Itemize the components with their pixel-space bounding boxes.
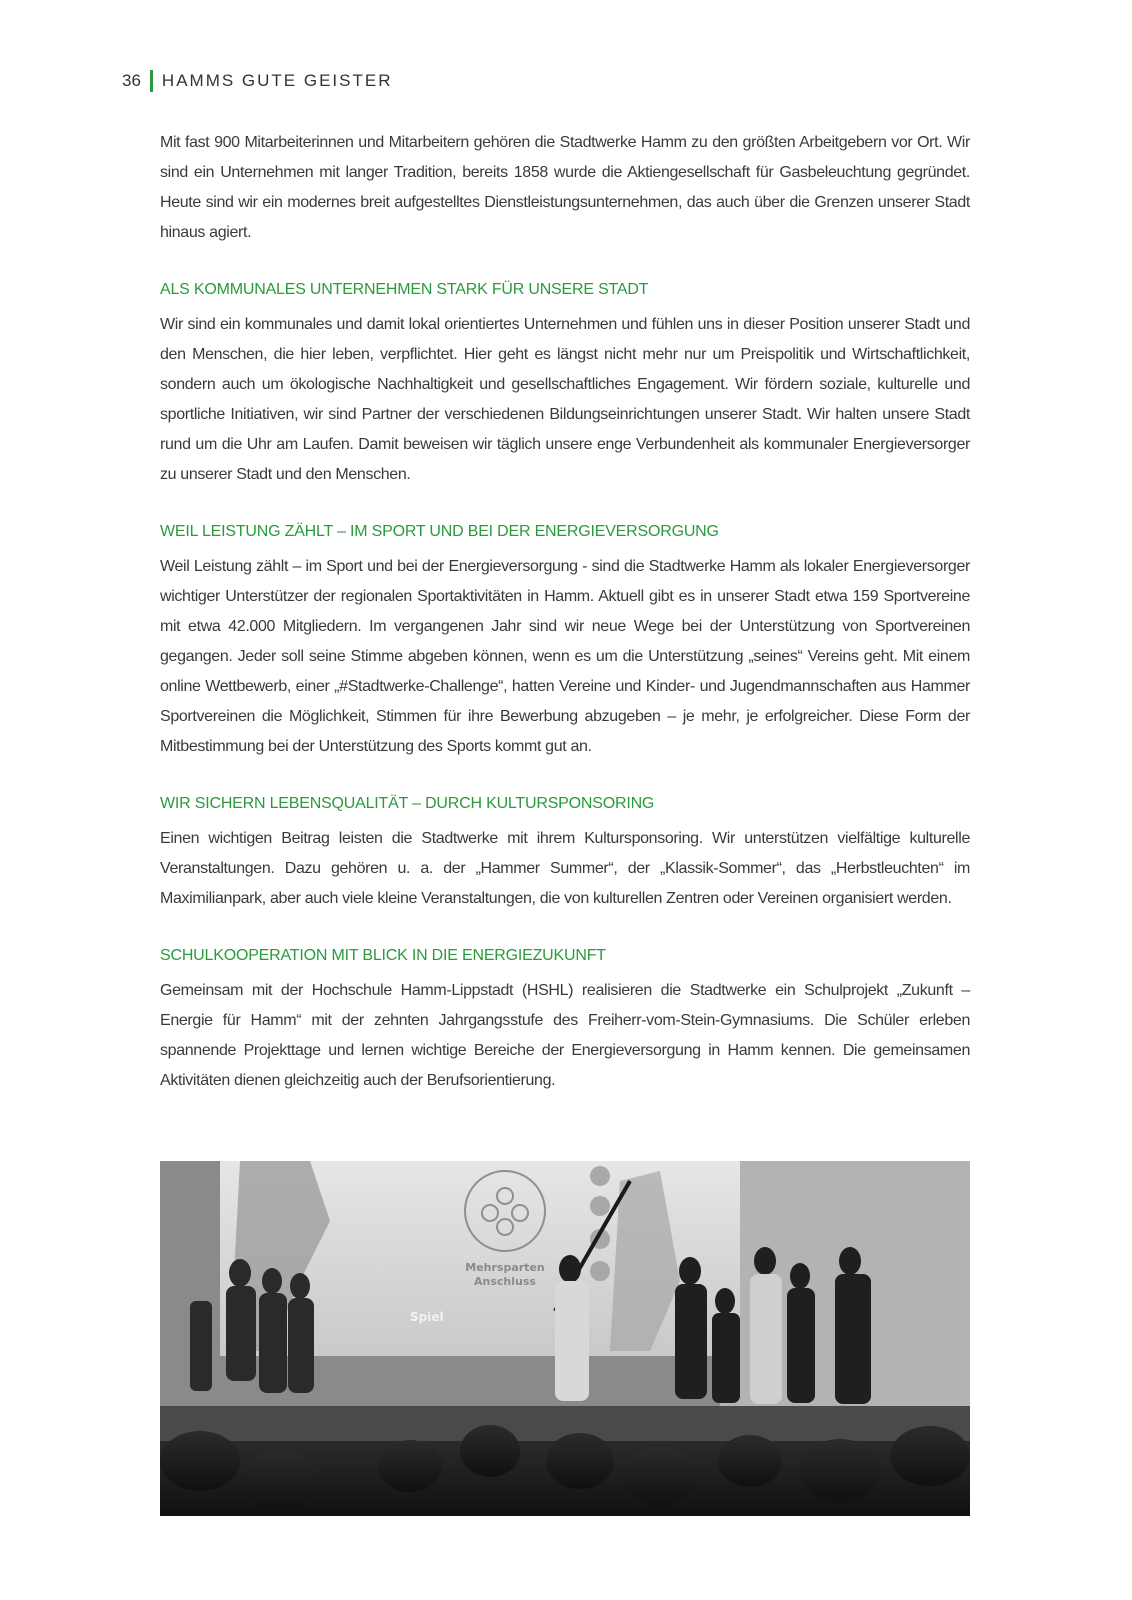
section-text-kommunal: Wir sind ein kommunales und damit lokal orientiertes Unternehmen und fühlen uns in dieser Position unserer Stadt und den Menschen, die hier leben, verpflichtet. Hier geht es längst nicht mehr nur um Preispolitik und Wirtschaftlichkeit, sondern auch um ökologische Nachhaltigkeit und gesellschaftliches Engagement. Wir fördern soziale, kulturelle und sportliche Initiativen, wir sind Partner der verschiedenen Bildungseinrichtungen unserer Stadt. Wir halten unsere Stadt rund um die Uhr am Laufen. Damit beweisen wir täglich unsere enge Verbundenheit als kommunaler Energieversorger zu unserer Stadt und den Menschen. <box>160 316 970 483</box>
screen-label: Spiel <box>410 1310 444 1324</box>
section-heading-schule: SCHULKOOPERATION MIT BLICK IN DIE ENERGIEZUKUNFT <box>160 947 606 964</box>
page-number: 36 <box>122 71 141 90</box>
event-photo-illustration <box>160 1161 970 1516</box>
section-heading-kultur: WIR SICHERN LEBENSQUALITÄT – DURCH KULTURSPONSORING <box>160 795 655 812</box>
article-body <box>160 128 970 1096</box>
screen-label: Anschluss <box>474 1275 536 1288</box>
section-heading-sport: WEIL LEISTUNG ZÄHLT – IM SPORT UND BEI DER ENERGIEVERSORGUNG <box>160 523 719 540</box>
screen-label: Mehrsparten <box>465 1261 545 1274</box>
event-photo <box>160 1161 970 1516</box>
running-header <box>122 70 393 92</box>
section-heading-kommunal: ALS KOMMUNALES UNTERNEHMEN STARK FÜR UNSERE STADT <box>160 281 649 298</box>
running-title: HAMMS GUTE GEISTER <box>161 71 393 90</box>
section-text-schule: Gemeinsam mit der Hochschule Hamm-Lippstadt (HSHL) realisieren die Stadtwerke ein Schulprojekt „Zukunft – Energie für Hamm“ mit der zehnten Jahrgangsstufe des Freiherr-vom-Stein-Gymnasiums. Die Schüler erleben spannende Projekttage und lernen wichtige Bereiche der Energieversorgung in Hamm kennen. Die gemeinsamen Aktivitäten dienen gleichzeitig auch der Berufsorientierung. <box>160 982 970 1089</box>
section-text-sport: Weil Leistung zählt – im Sport und bei der Energieversorgung - sind die Stadtwerke Hamm als lokaler Energieversorger wichtiger Unterstützer der regionalen Sportaktivitäten in Hamm. Aktuell gibt es in unserer Stadt etwa 159 Sportvereine mit etwa 42.000 Mitgliedern. Im vergangenen Jahr sind wir neue Wege bei der Unterstützung von Sportvereinen gegangen. Jeder soll seine Stimme abgeben können, wenn es um die Unterstützung „seines“ Vereins geht. Mit einem online Wettbewerb, einer „#Stadtwerke-Challenge“, hatten Vereine und Kinder- und Jugendmannschaften aus Hammer Sportvereinen die Möglichkeit, Stimmen für ihre Bewerbung abzugeben – je mehr, je erfolgreicher. Diese Form der Mitbestimmung bei der Unterstützung des Sports kommt gut an. <box>160 558 970 755</box>
section-text-kultur: Einen wichtigen Beitrag leisten die Stadtwerke mit ihrem Kultursponsoring. Wir unterstützen vielfältige kulturelle Veranstaltungen. Dazu gehören u. a. der „Hammer Summer“, der „Klassik-Sommer“, das „Herbstleuchten“ im Maximilianpark, aber auch viele kleine Veranstaltungen, die von kulturellen Zentren oder Vereinen organisiert werden. <box>160 830 970 907</box>
header-divider <box>150 70 153 92</box>
intro-paragraph: Mit fast 900 Mitarbeiterinnen und Mitarbeitern gehören die Stadtwerke Hamm zu den größten Arbeitgebern vor Ort. Wir sind ein Unternehmen mit langer Tradition, bereits 1858 wurde die Aktiengesellschaft für Gasbeleuchtung gegründet. Heute sind wir ein modernes breit aufgestelltes Dienstleistungsunternehmen, das auch über die Grenzen unserer Stadt hinaus agiert. <box>160 134 970 241</box>
